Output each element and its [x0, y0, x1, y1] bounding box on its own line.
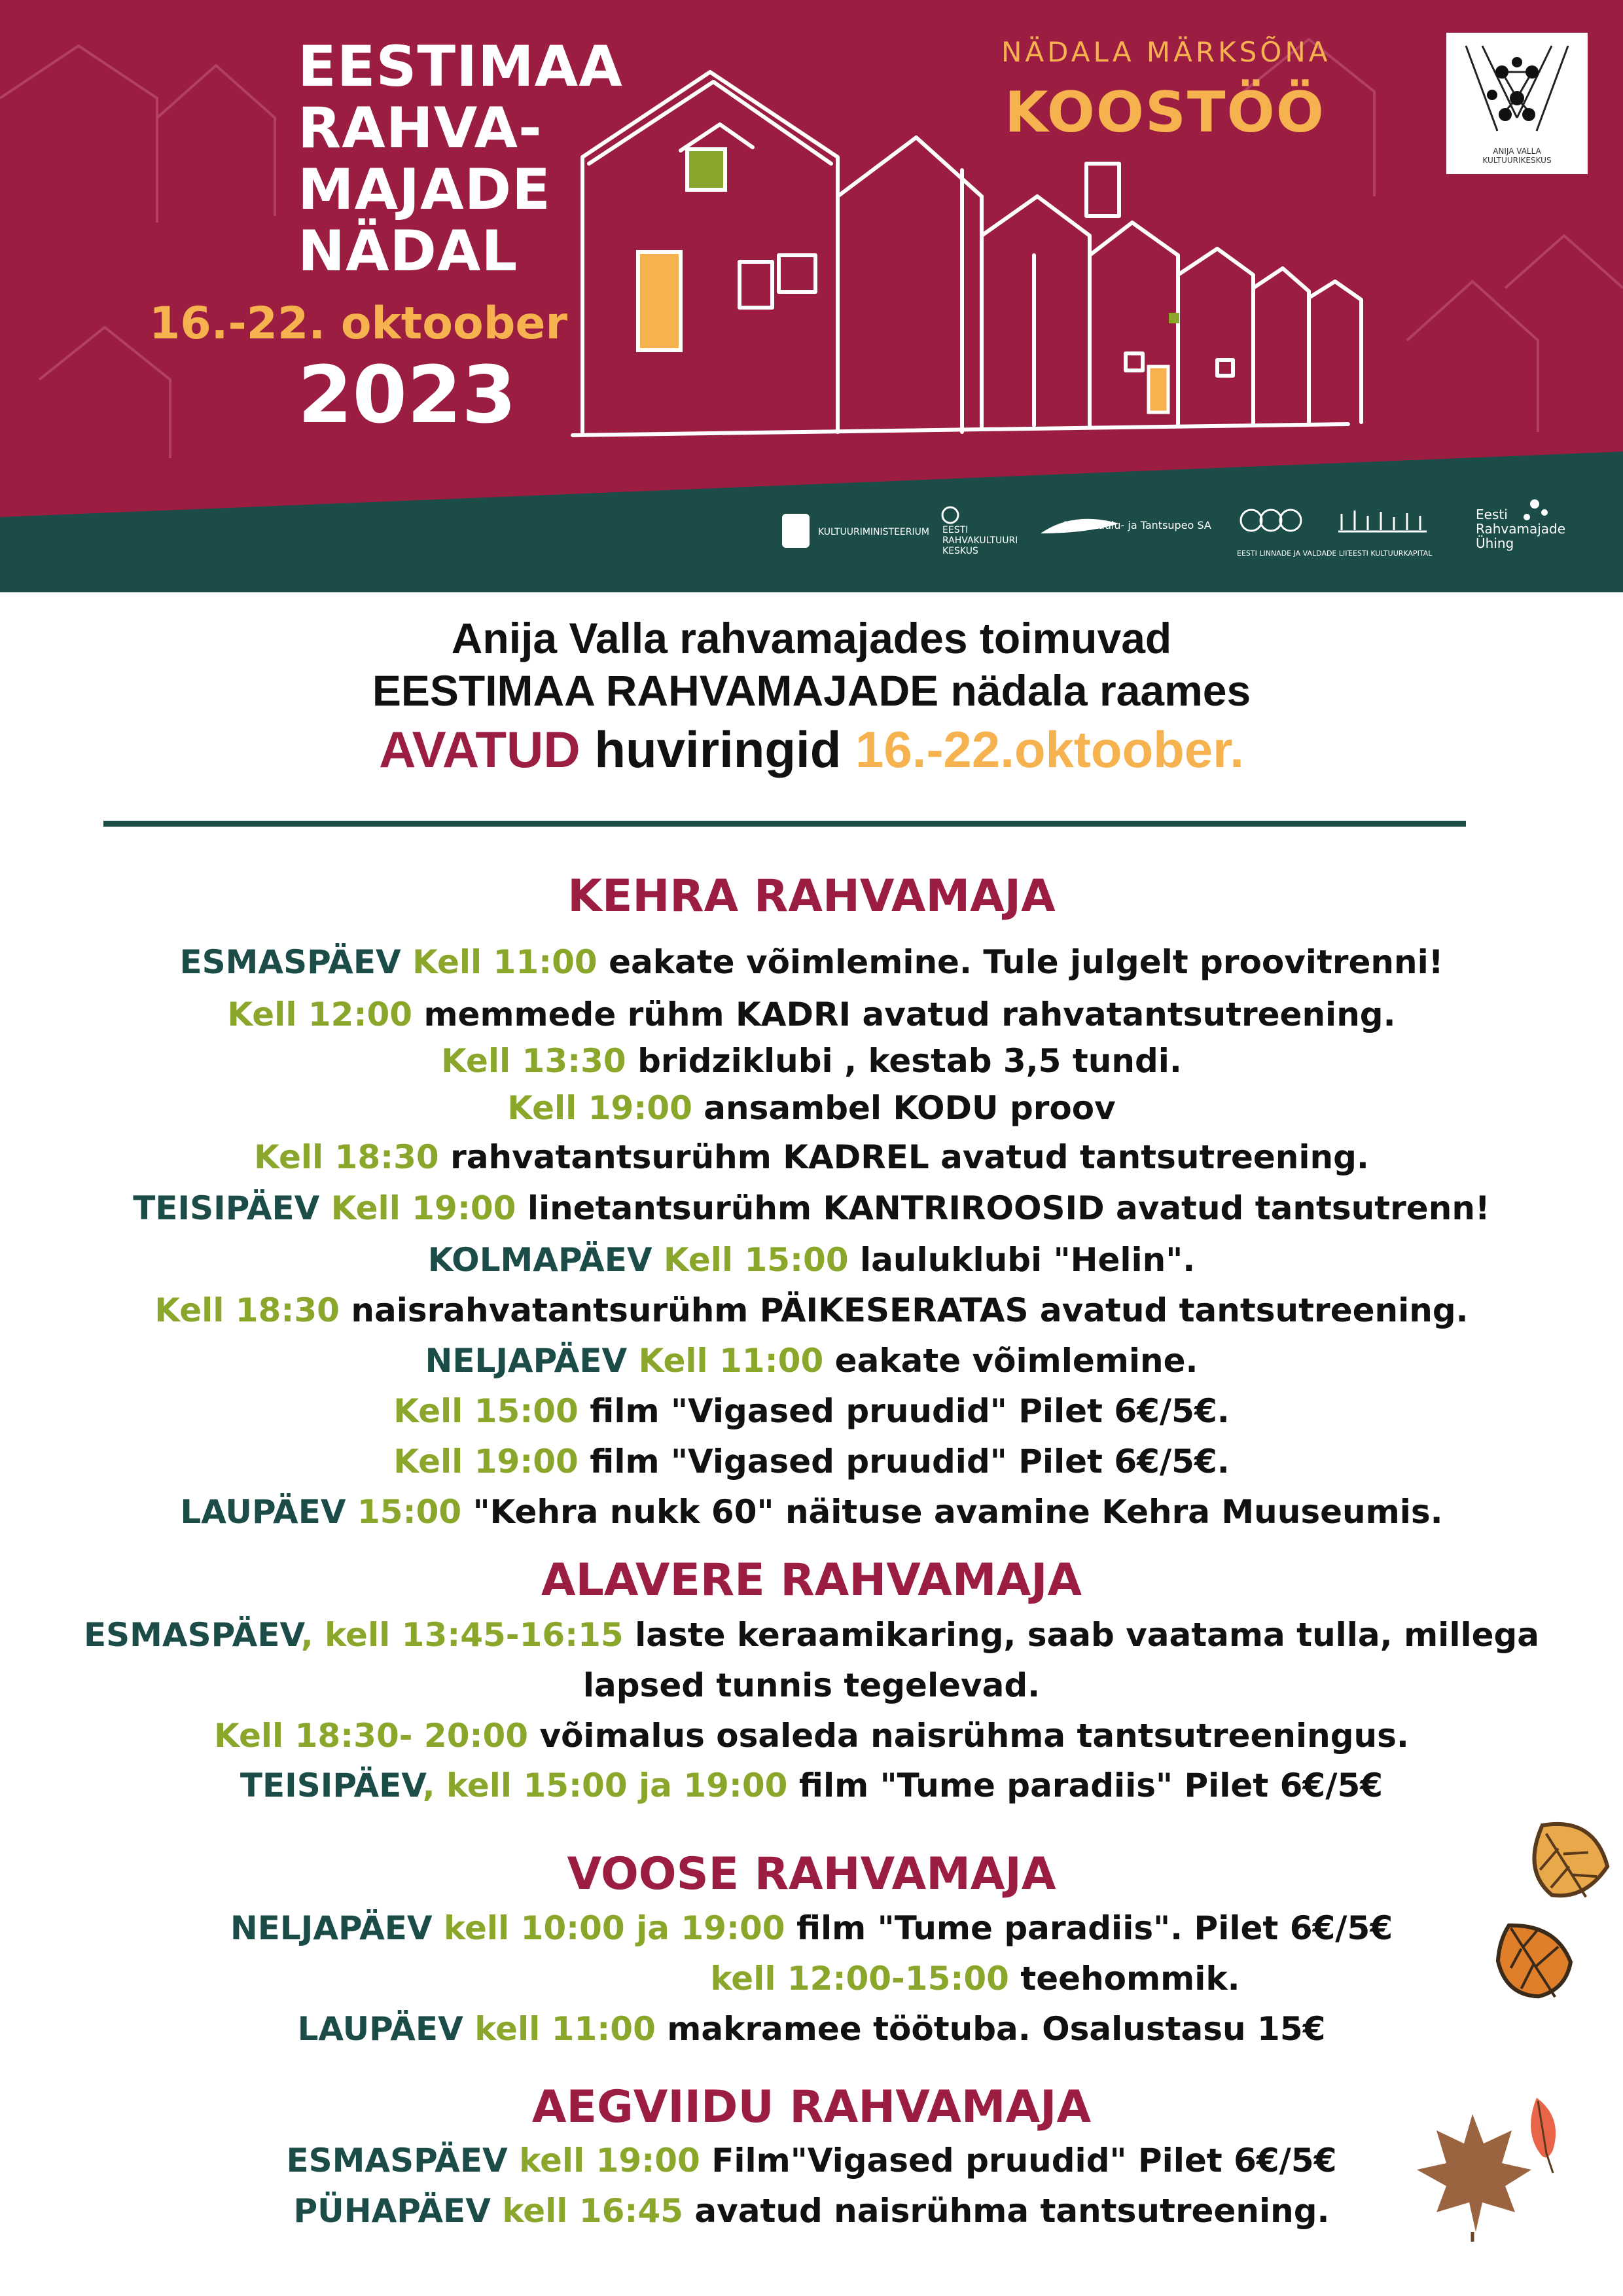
autumn-leaf-icon — [1484, 1911, 1582, 2009]
schedule-time: Kell 18:30 — [154, 1291, 340, 1329]
schedule-time: Kell 11:00 — [627, 1342, 824, 1380]
sponsor-kulkap: EESTI KULTUURKAPITAL — [1348, 549, 1433, 558]
schedule-line — [0, 1762, 1623, 1809]
schedule-text: võimalus osaleda naisrühma tantsutreeningus. — [528, 1717, 1409, 1755]
anija-kultuurikeskus-logo — [1446, 33, 1588, 174]
schedule-day: NELJAPÄEV — [425, 1342, 628, 1380]
schedule-time: kell 16:45 — [490, 2192, 683, 2230]
schedule-line — [0, 1337, 1623, 1384]
schedule-line — [0, 1287, 1623, 1334]
schedule-time: Kell 12:00 — [227, 996, 413, 1033]
schedule-line — [0, 1905, 1623, 1952]
sponsor-text-line: Eesti — [1476, 507, 1508, 522]
sponsor-text-line: EESTI — [942, 525, 969, 535]
schedule-text: naisrahvatantsurühm PÄIKESERATAS avatud tantsutreening. — [339, 1291, 1469, 1329]
schedule-time: , kell 13:45-16:15 — [300, 1616, 624, 1654]
schedule-time: Kell 15:00 — [393, 1392, 579, 1430]
schedule-line — [0, 1085, 1623, 1132]
schedule-day: ESMASPÄEV — [286, 2142, 508, 2179]
event-title-line: EESTIMAA — [298, 34, 623, 99]
schedule-time: 15:00 — [346, 1493, 462, 1531]
schedule-time: kell 11:00 — [463, 2010, 656, 2048]
schedule-text: film "Tume paradiis" Pilet 6€/5€ — [787, 1767, 1383, 1804]
schedule-time: Kell 19:00 — [507, 1089, 692, 1127]
venue-title-aegviidu: AEGVIIDU RAHVAMAJA — [531, 2081, 1092, 2133]
schedule-day: ESMASPÄEV — [83, 1616, 301, 1654]
schedule-line — [0, 2005, 1623, 2053]
schedule-time: Kell 19:00 — [319, 1189, 516, 1227]
schedule-line — [0, 1438, 1623, 1485]
schedule-day: NELJAPÄEV — [230, 1909, 433, 1947]
venue-title-alavere: ALAVERE RAHVAMAJA — [541, 1554, 1082, 1606]
schedule-line — [0, 1955, 1623, 2002]
schedule-time: kell 10:00 ja 19:00 — [432, 1909, 785, 1947]
keyword-label: NÄDALA MÄRKSÕNA — [1001, 36, 1331, 68]
small-leaf-icon — [1517, 2091, 1569, 2176]
sponsor-linnade-liit: EESTI LINNADE JA VALDADE LIIT — [1237, 549, 1352, 558]
schedule-text: film "Tume paradiis". Pilet 6€/5€ — [785, 1909, 1393, 1947]
schedule-text: lapsed tunnis tegelevad. — [582, 1666, 1041, 1704]
schedule-line — [0, 1662, 1623, 1709]
schedule-text: ansambel KODU proov — [692, 1089, 1116, 1127]
schedule-text: eakate võimlemine. — [823, 1342, 1198, 1380]
schedule-day: LAUPÄEV — [180, 1493, 346, 1531]
schedule-line — [0, 939, 1623, 986]
schedule-time: Kell 18:30- 20:00 — [214, 1717, 529, 1755]
schedule-time: kell 12:00-15:00 — [710, 1960, 1009, 1998]
sponsor-uhing — [1476, 507, 1565, 550]
schedule-text: eakate võimlemine. Tule julgelt proovitrenni! — [597, 943, 1444, 981]
sponsor-text-line: RAHVAKULTUURI — [942, 535, 1018, 546]
schedule-time: Kell 19:00 — [393, 1443, 579, 1480]
schedule-time: Kell 18:30 — [254, 1138, 439, 1176]
event-title-line: MAJADE — [298, 157, 551, 223]
schedule-text: memmede rühm KADRI avatud rahvatantsutreening. — [412, 996, 1396, 1033]
schedule-text: rahvatantsurühm KADREL avatud tantsutreening. — [438, 1138, 1369, 1176]
schedule-time: kell 19:00 — [507, 2142, 700, 2179]
intro-dates: 16.-22.oktoober. — [855, 721, 1244, 778]
schedule-day: KOLMAPÄEV — [427, 1241, 652, 1279]
event-year: 2023 — [298, 350, 516, 441]
schedule-text: avatud naisrühma tantsutreening. — [683, 2192, 1330, 2230]
schedule-line — [0, 2187, 1623, 2234]
schedule-text: "Kehra nukk 60" näituse avamine Kehra Muuseumis. — [461, 1493, 1443, 1531]
schedule-text: teehommik. — [1008, 1960, 1240, 1998]
sponsor-ministry: KULTUURIMINISTEERIUM — [818, 527, 929, 537]
schedule-time: Kell 13:30 — [441, 1042, 626, 1080]
schedule-day: PÜHAPÄEV — [293, 2192, 491, 2230]
intro-heading — [0, 612, 1623, 782]
schedule-text: bridziklubi , kestab 3,5 tundi. — [626, 1042, 1182, 1080]
schedule-text: film "Vigased pruudid" Pilet 6€/5€. — [578, 1443, 1230, 1480]
schedule-line — [0, 1488, 1623, 1535]
event-dates: 16.-22. oktoober — [149, 298, 568, 350]
intro-line-3 — [0, 717, 1623, 782]
schedule-line — [0, 1037, 1623, 1085]
schedule-line — [0, 2137, 1623, 2184]
org-logo-text-line: KULTUURIKESKUS — [1482, 156, 1552, 165]
schedule-line — [0, 1134, 1623, 1181]
schedule-text: laste keraamikaring, saab vaatama tulla, millega — [623, 1616, 1540, 1654]
ministry-crest-icon — [782, 514, 810, 548]
sponsor-rahvakultuur — [942, 525, 1018, 556]
schedule-line — [0, 991, 1623, 1038]
org-logo-text-line: ANIJA VALLA — [1493, 147, 1541, 156]
sponsor-text-line: KESKUS — [942, 546, 978, 556]
schedule-day: LAUPÄEV — [297, 2010, 463, 2048]
sponsor-text-line: Rahvamajade — [1476, 521, 1566, 537]
event-title-line: RAHVA- — [298, 96, 543, 161]
divider — [103, 821, 1466, 827]
schedule-time: Kell 11:00 — [401, 943, 597, 981]
schedule-day: TEISIPÄEV — [240, 1767, 423, 1804]
schedule-time: , kell 15:00 ja 19:00 — [422, 1767, 788, 1804]
intro-line-2: EESTIMAA RAHVAMAJADE nädala raames — [372, 666, 1251, 715]
autumn-leaf-icon — [1517, 1816, 1615, 1914]
event-title — [298, 36, 623, 282]
schedule-line — [0, 1611, 1623, 1659]
schedule-line — [0, 1185, 1623, 1232]
schedule-line — [0, 1388, 1623, 1435]
venue-title-voose: VOOSE RAHVAMAJA — [567, 1848, 1056, 1900]
schedule-text: linetantsurühm KANTRIROOSID avatud tantsutrenn! — [516, 1189, 1490, 1227]
banner — [0, 0, 1623, 592]
schedule-text: Film"Vigased pruudid" Pilet 6€/5€ — [700, 2142, 1337, 2179]
schedule-text: makramee töötuba. Osalustasu 15€ — [655, 2010, 1326, 2048]
sponsor-laulupidu: Eesti Laulu- ja Tantsupeo SA — [1063, 519, 1211, 531]
sponsor-text-line: Ühing — [1476, 535, 1514, 551]
intro-mid-text: huviringid — [580, 721, 856, 778]
schedule-text: lauluklubi "Helin". — [848, 1241, 1196, 1279]
schedule-day: ESMASPÄEV — [179, 943, 401, 981]
intro-open-label: AVATUD — [379, 721, 580, 778]
keyword: KOOSTÖÖ — [1005, 80, 1325, 145]
event-title-line: NÄDAL — [298, 219, 518, 284]
schedule-line — [0, 1712, 1623, 1759]
org-logo-text — [1446, 147, 1588, 165]
venue-title-kehra: KEHRA RAHVAMAJA — [567, 870, 1056, 922]
banner-background — [0, 0, 1623, 592]
schedule-day: TEISIPÄEV — [133, 1189, 320, 1227]
intro-line-1: Anija Valla rahvamajades toimuvad — [451, 614, 1172, 662]
schedule-time: Kell 15:00 — [652, 1241, 849, 1279]
schedule-line — [0, 1236, 1623, 1283]
schedule-text: film "Vigased pruudid" Pilet 6€/5€. — [578, 1392, 1230, 1430]
